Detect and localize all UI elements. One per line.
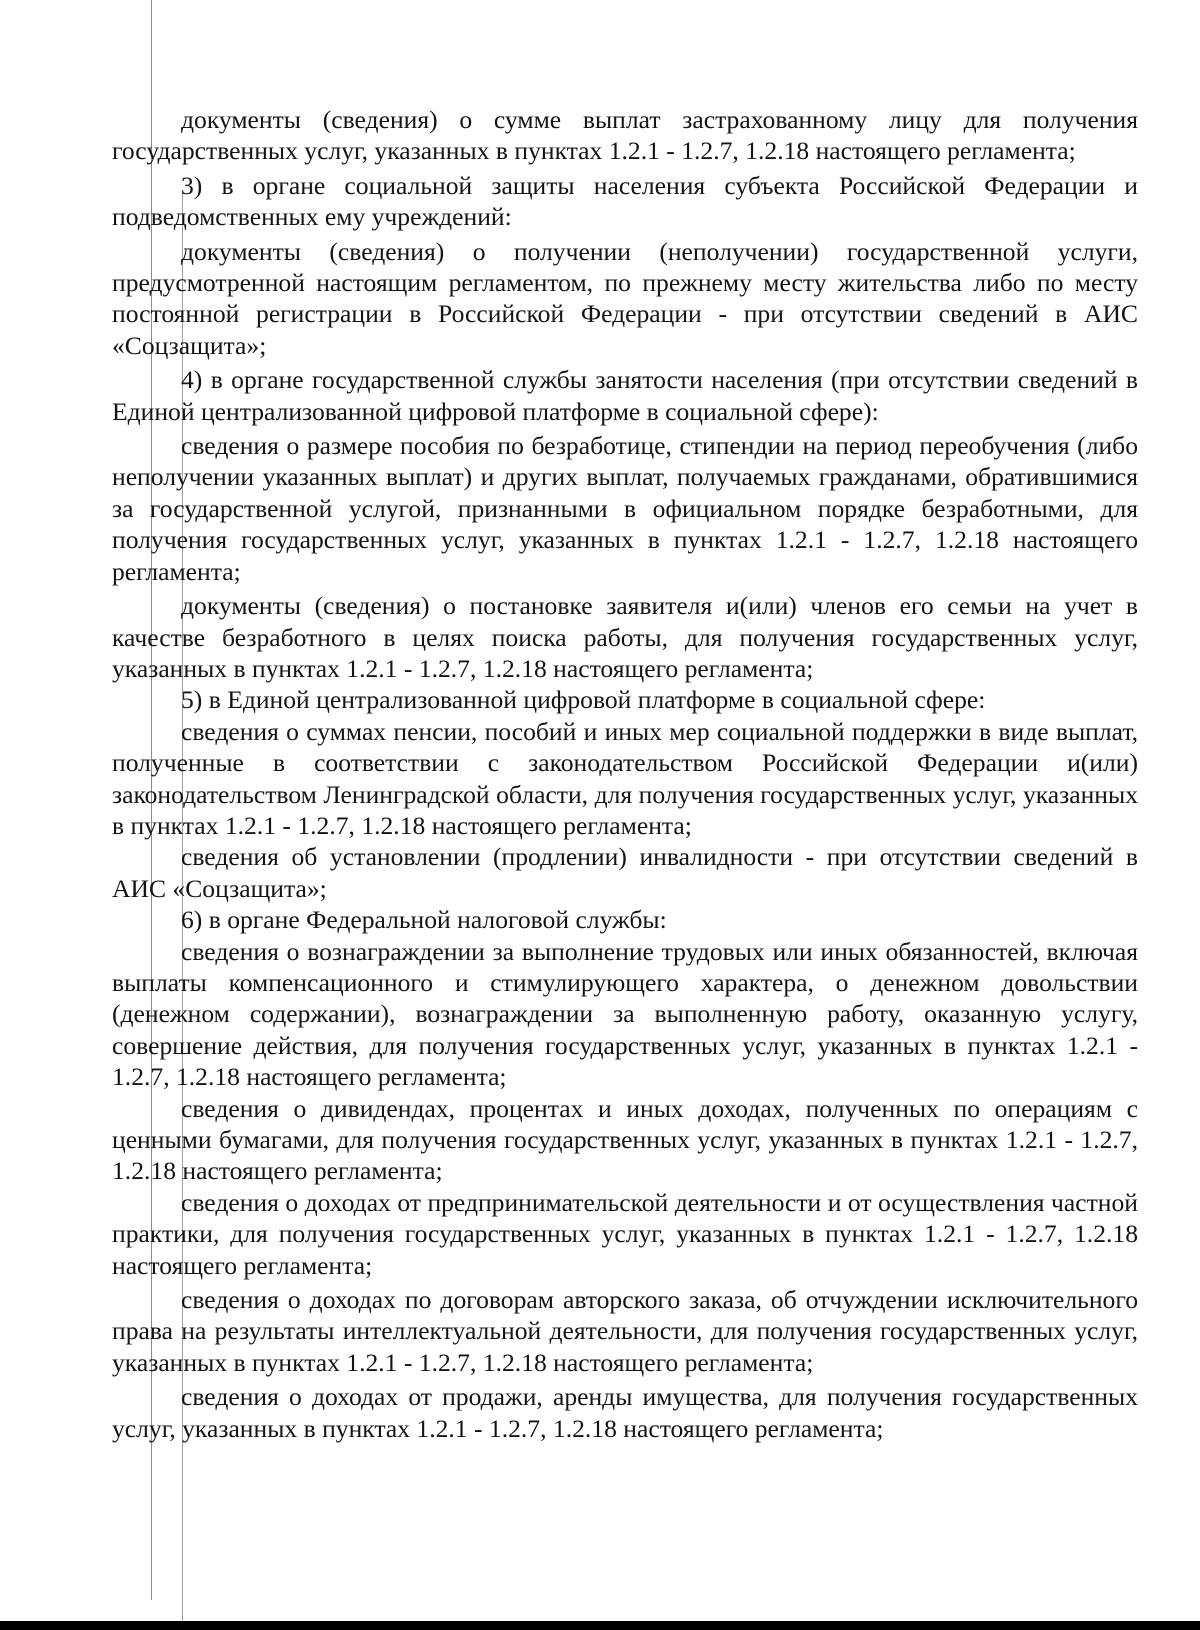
- document-body: [112, 104, 1138, 1444]
- paragraph-service-receipt: документы (сведения) о получении (неполучении) государственной услуги, предусмотренной настоящим регламентом, по прежнему месту жительства либо по месту постоянной регистрации в Российской Федерации - при отсутствии сведений в АИС «Соцзащита»;: [112, 236, 1138, 360]
- paragraph-benefit-payments: документы (сведения) о сумме выплат застрахованному лицу для получения государственных услуг, указанных в пунктах 1.2.1 - 1.2.7, 1.2.18 настоящего регламента;: [112, 105, 1138, 166]
- paragraph-disability: сведения об установлении (продлении) инвалидности - при отсутствии сведений в АИС «Соцзащита»;: [112, 842, 1138, 903]
- paragraph-dividends: сведения о дивидендах, процентах и иных доходах, полученных по операциям с ценными бумагами, для получения государственных услуг, указанных в пунктах 1.2.1 - 1.2.7, 1.2.18 настоящего регламента;: [112, 1093, 1138, 1186]
- paragraph-business-income: сведения о доходах от предпринимательской деятельности и от осуществления частной практики, для получения государственных услуг, указанных в пунктах 1.2.1 - 1.2.7, 1.2.18 настоящего регламента;: [112, 1187, 1138, 1280]
- paragraph-unemployment-registration: документы (сведения) о постановке заявителя и(или) членов его семьи на учет в качестве безработного в целях поиска работы, для получения государственных услуг, указанных в пунктах 1.2.1 - 1.2.7, 1.2.18 настоящего регламента;: [112, 591, 1138, 683]
- paragraph-property-income: сведения о доходах от продажи, аренды имущества, для получения государственных услуг, указанных в пунктах 1.2.1 - 1.2.7, 1.2.18 настоящего регламента;: [112, 1382, 1138, 1443]
- paragraph-item-3-heading: 3) в органе социальной защиты населения субъекта Российской Федерации и подведомственных ему учреждений:: [112, 170, 1138, 232]
- paragraph-copyright-income: сведения о доходах по договорам авторского заказа, об отчуждении исключительного права на результаты интеллектуальной деятельности, для получения государственных услуг, указанных в пунктах 1.2.1 - 1.2.7, 1.2.18 настоящего регламента;: [112, 1285, 1138, 1377]
- paragraph-item-5-heading: 5) в Единой централизованной цифровой платформе в социальной сфере:: [181, 685, 986, 715]
- paragraph-unemployment-benefit: сведения о размере пособия по безработице, стипендии на период переобучения (либо неполучении указанных выплат) и других выплат, получаемых гражданами, обратившимися за государственной услугой, признанными в официальном порядке безработными, для получения государственных услуг, указанных в пунктах 1.2.1 - 1.2.7, 1.2.18 настоящего регламента;: [112, 431, 1138, 586]
- paragraph-item-6-heading: 6) в органе Федеральной налоговой службы:: [181, 905, 667, 935]
- paragraph-pension-amounts: сведения о суммах пенсии, пособий и иных мер социальной поддержки в виде выплат, полученные в соответствии с законодательством Российской Федерации и(или) законодательством Ленинградской области, для получения государственных услуг, указанных в пунктах 1.2.1 - 1.2.7, 1.2.18 настоящего регламента;: [112, 716, 1138, 840]
- scan-bottom-edge: [0, 1621, 1200, 1630]
- paragraph-item-4-heading: 4) в органе государственной службы занятости населения (при отсутствии сведений в Единой централизованной цифровой платформе в социальной сфере):: [112, 365, 1138, 426]
- paragraph-remuneration: сведения о вознаграждении за выполнение трудовых или иных обязанностей, включая выплаты компенсационного и стимулирующего характера, о денежном довольствии (денежном содержании), вознаграждении за выполненную работу, оказанную услугу, совершение действия, для получения государственных услуг, указанных в пунктах 1.2.1 - 1.2.7, 1.2.18 настоящего регламента;: [112, 936, 1138, 1092]
